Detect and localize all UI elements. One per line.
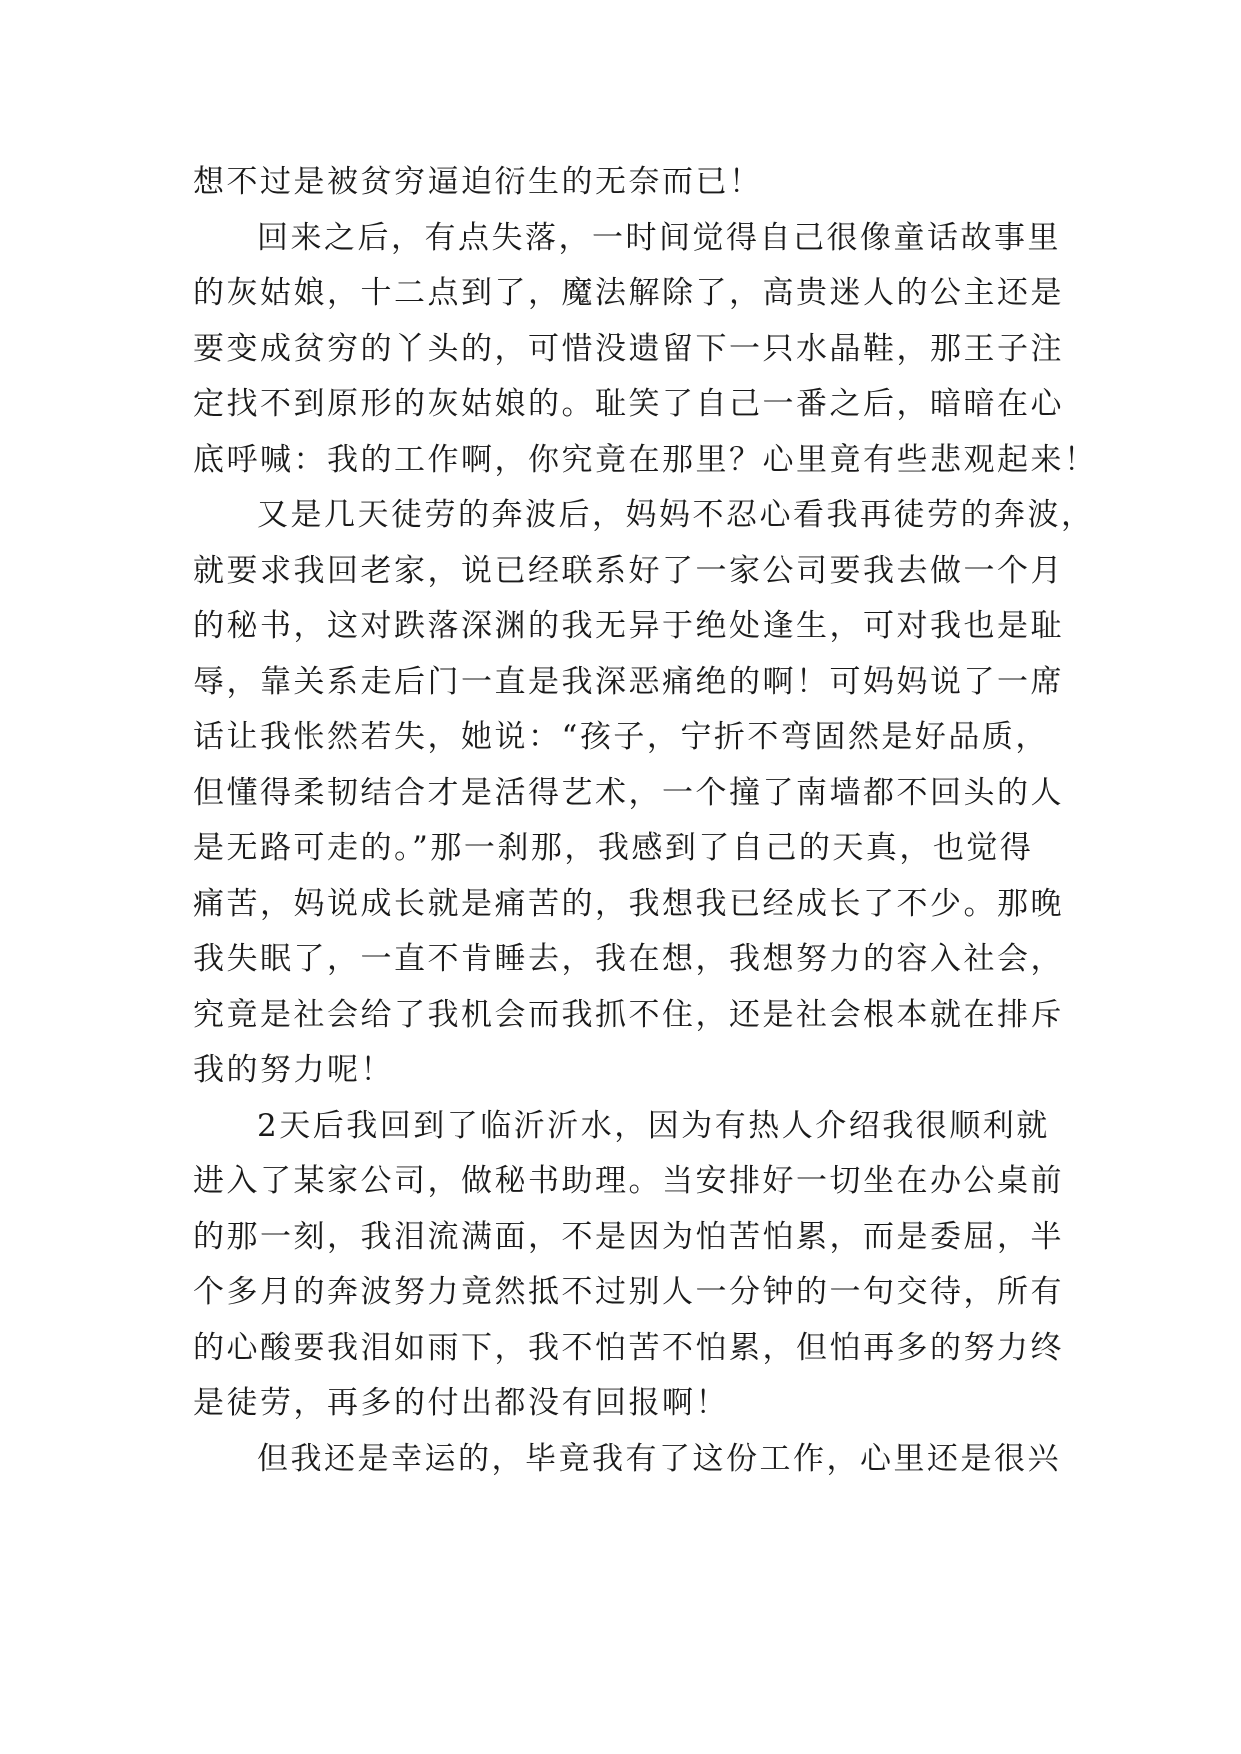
document-body xyxy=(193,155,1098,1487)
text-line: 的灰姑娘，十二点到了，魔法解除了，高贵迷人的公主还是 xyxy=(193,275,1064,311)
text-line: 的心酸要我泪如雨下，我不怕苦不怕累，但怕再多的努力终 xyxy=(193,1329,1064,1366)
text-line: 话让我怅然若失，她说：“孩子，宁折不弯固然是好品质， xyxy=(193,719,1049,755)
text-line: 但我还是幸运的，毕竟我有了这份工作，心里还是很兴 xyxy=(257,1440,1061,1477)
text-line: 要变成贫穷的丫头的，可惜没遗留下一只水晶鞋，那王子注 xyxy=(193,330,1064,367)
text-line: 底呼喊：我的工作啊，你究竟在那里？心里竟有些悲观起来！ xyxy=(193,441,1098,478)
text-line: 回来之后，有点失落，一时间觉得自己很像童话故事里 xyxy=(257,219,1061,256)
text-line: 就要求我回老家，说已经联系好了一家公司要我去做一个月 xyxy=(193,552,1064,589)
text-line: 但懂得柔韧结合才是活得艺术，一个撞了南墙都不回头的人 xyxy=(193,774,1064,811)
text-line: 是无路可走的。”那一刹那，我感到了自己的天真，也觉得 xyxy=(193,830,1034,866)
text-line: 辱，靠关系走后门一直是我深恶痛绝的啊！可妈妈说了一席 xyxy=(193,663,1064,700)
text-line: 是徒劳，再多的付出都没有回报啊！ xyxy=(193,1385,729,1421)
text-line: 我的努力呢！ xyxy=(193,1052,394,1088)
text-line: 进入了某家公司，做秘书助理。当安排好一切坐在办公桌前 xyxy=(193,1163,1064,1199)
text-line: 痛苦，妈说成长就是痛苦的，我想我已经成长了不少。那晚 xyxy=(193,885,1064,922)
text-line: 定找不到原形的灰姑娘的。耻笑了自己一番之后，暗暗在心 xyxy=(193,386,1064,422)
text-line: 的那一刻，我泪流满面，不是因为怕苦怕累，而是委屈，半 xyxy=(193,1218,1064,1255)
text-line: 想不过是被贫穷逼迫衍生的无奈而已！ xyxy=(193,164,763,200)
text-line: 2天后我回到了临沂沂水，因为有热人介绍我很顺利就 xyxy=(257,1107,1050,1144)
text-line: 又是几天徒劳的奔波后，妈妈不忍心看我再徒劳的奔波， xyxy=(257,497,1095,533)
text-line: 的秘书，这对跌落深渊的我无异于绝处逢生，可对我也是耻 xyxy=(193,608,1064,644)
text-line: 我失眠了，一直不肯睡去，我在想，我想努力的容入社会， xyxy=(193,941,1064,977)
text-line: 究竟是社会给了我机会而我抓不住，还是社会根本就在排斥 xyxy=(193,996,1064,1033)
text-line: 个多月的奔波努力竟然抵不过别人一分钟的一句交待，所有 xyxy=(193,1274,1064,1310)
